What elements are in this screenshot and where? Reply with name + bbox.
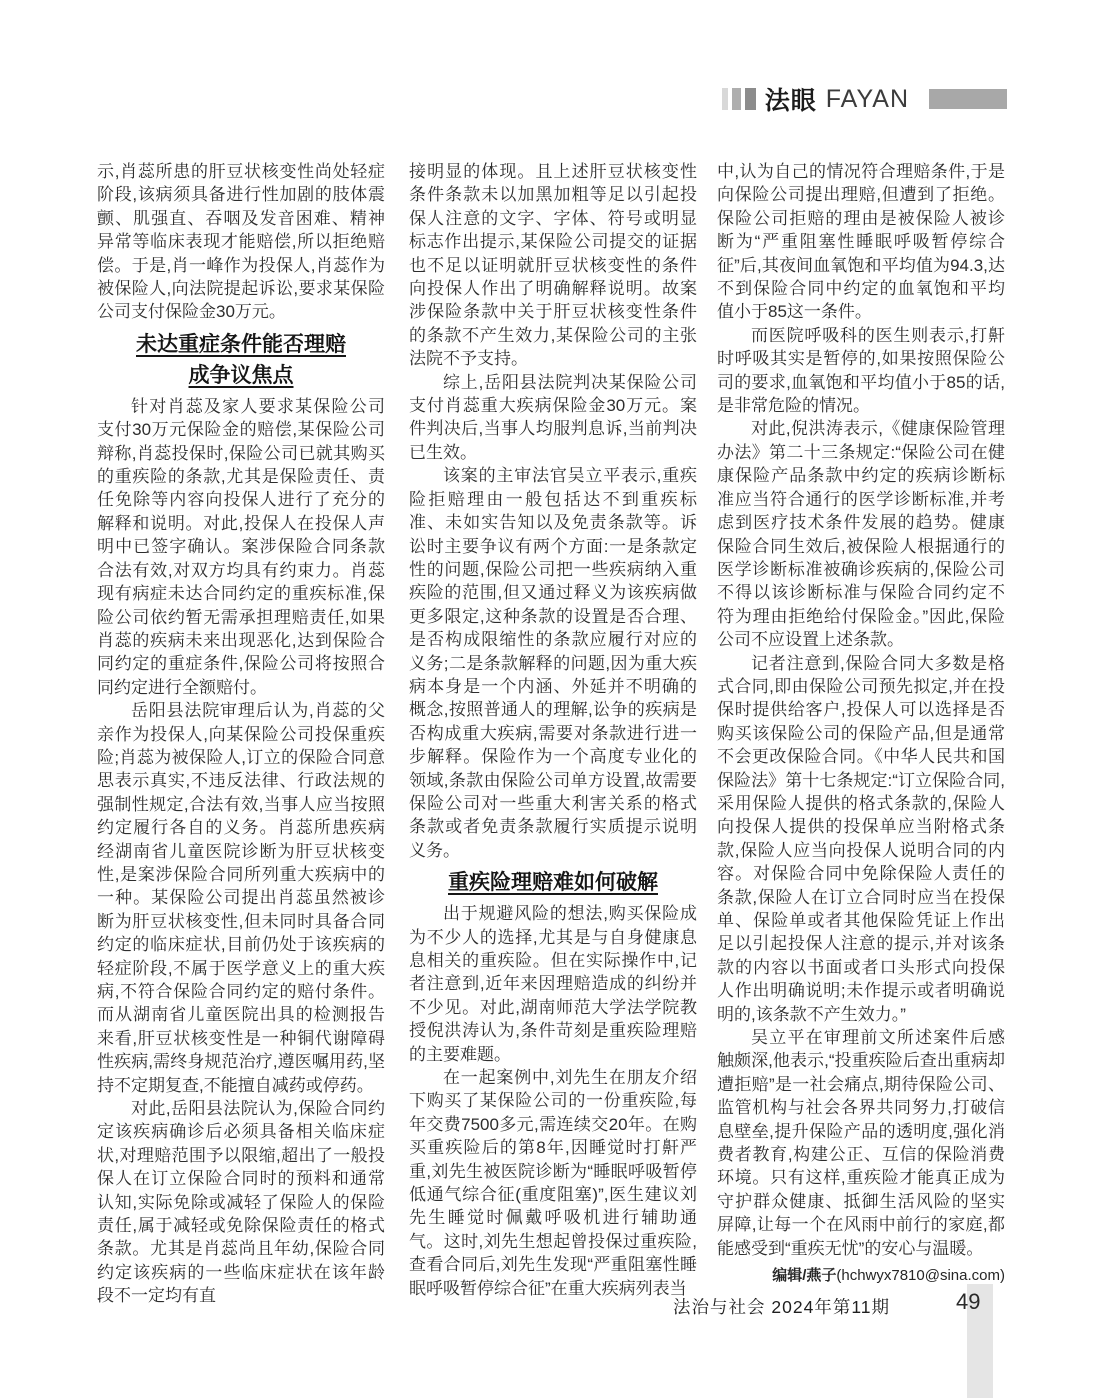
section-title-cn: 法眼: [764, 87, 817, 115]
article-column-3: [717, 160, 1005, 1288]
editor-name: 编辑/燕子: [772, 1267, 837, 1285]
accent-bar-icon: [722, 88, 728, 110]
paragraph: 出于规避风险的想法,购买保险成为不少人的选择,尤其是与自身健康息息相关的重疾险。但在实际操作中,记者注意到,近年来因理赔造成的纠纷并不少见。对此,湖南师范大学法学院教授倪洪涛认为,条件苛刻是重疾险理赔的主要难题。: [409, 904, 697, 1064]
paragraph: 综上,岳阳县法院判决某保险公司支付肖蕊重大疾病保险金30万元。案件判决后,当事人均服判息诉,当前判决已生效。: [409, 372, 697, 462]
heading-line: 未达重症条件能否理赔: [136, 332, 346, 356]
paragraph: 在一起案例中,刘先生在朋友介绍下购买了某保险公司的一份重疾险,每年交费7500多元,需连续交20年。在购买重疾险后的第8年,因睡觉时打鼾严重,刘先生被医院诊断为“睡眠呼吸暂停低通气综合征(重度阻塞)”,医生建议刘先生睡觉时佩戴呼吸机进行辅助通气。这时,刘先生想起曾投保过重疾险,查看合同后,刘先生发现“严重阻塞性睡眠呼吸暂停综合征”在重大疾病列表当: [409, 1068, 697, 1298]
editor-email: (hchwyx7810@sina.com): [836, 1267, 1005, 1285]
header-rule-bar: [929, 89, 1007, 109]
paragraph: 中,认为自己的情况符合理赔条件,于是向保险公司提出理赔,但遭到了拒绝。保险公司拒赔的理由是被保险人被诊断为“严重阻塞性睡眠呼吸暂停综合征”后,其夜间血氧饱和平均值为94.3,达不到保险合同中约定的血氧饱和平均值小于85这一条件。: [717, 162, 1005, 322]
article-column-1: [97, 160, 385, 1308]
paragraph: 岳阳县法院审理后认为,肖蕊的父亲作为投保人,向某保险公司投保重疾险;肖蕊为被保险人,订立的保险合同意思表示真实,不违反法律、行政法规的强制性规定,合法有效,当事人应当按照约定履行各自的义务。肖蕊所患疾病经湖南省儿童医院诊断为肝豆状核变性,是案涉保险合同所列重大疾病中的一种。某保险公司提出肖蕊虽然被诊断为肝豆状核变性,但未同时具备合同约定的临床症状,目前仍处于该疾病的轻症阶段,不属于医学意义上的重大疾病,不符合保险合同约定的赔付条件。而从湖南省儿童医院出具的检测报告来看,肝豆状核变性是一种铜代谢障碍性疾病,需终身规范治疗,遵医嘱用药,坚持不定期复查,不能擅自减药或停药。: [97, 701, 385, 1095]
paragraph: 该案的主审法官吴立平表示,重疾险拒赔理由一般包括达不到重疾标准、未如实告知以及免责条款等。诉讼时主要争议有两个方面:一是条款定性的问题,保险公司把一些疾病纳入重疾险的范围,但又通过释义为该疾病做更多限定,这种条款的设置是否合理、是否构成限缩性的条款应履行对应的义务;二是条款解释的问题,因为重大疾病本身是一个内涵、外延并不明确的概念,按照普通人的理解,讼争的疾病是否构成重大疾病,需要对条款进行进一步解释。保险作为一个高度专业化的领域,条款由保险公司单方设置,故需要保险公司对一些重大利害关系的格式条款或者免责条款履行实质提示说明义务。: [409, 466, 697, 860]
article-column-2: [409, 160, 697, 1300]
paragraph: 对此,岳阳县法院认为,保险合同约定该疾病确诊后必须具备相关临床症状,对理赔范围予以限缩,超出了一般投保人在订立保险合同时的预料和通常认知,实际免除或减轻了保险人的保险责任,属于减轻或免除保险责任的格式条款。尤其是肖蕊尚且年幼,保险合同约定该疾病的一些临床症状在该年龄段不一定均有直: [97, 1099, 385, 1306]
paragraph: 接明显的体现。且上述肝豆状核变性条件条款未以加黑加粗等足以引起投保人注意的文字、字体、符号或明显标志作出提示,某保险公司提交的证据也不足以证明就肝豆状核变性的条件向投保人作出了明确解释说明。故案涉保险条款中关于肝豆状核变性条件的条款不产生效力,某保险公司的主张法院不予支持。: [409, 162, 697, 369]
heading-line: 重疾险理赔难如何破解: [448, 871, 658, 895]
accent-bar-icon: [745, 88, 756, 110]
section-heading: [409, 867, 697, 898]
paragraph: 而医院呼吸科的医生则表示,打鼾时呼吸其实是暂停的,如果按照保险公司的要求,血氧饱和平均值小于85的话,是非常危险的情况。: [717, 325, 1005, 416]
editor-credit: [717, 1264, 1005, 1287]
page-number: 49: [956, 1289, 981, 1314]
section-heading: [97, 329, 385, 391]
paragraph: 记者注意到,保险合同大多数是格式合同,即由保险公司预先拟定,并在投保时提供给客户,投保人可以选择是否购买该保险公司的保险产品,但是通常不会更改保险合同。《中华人民共和国保险法》第十七条规定:“订立保险合同,采用保险人提供的格式条款的,保险人向投保人提供的投保单应当附格式条款,保险人应当向投保人说明合同的内容。对保险合同中免除保险人责任的条款,保险人在订立合同时应当在投保单、保险单或者其他保险凭证上作出足以引起投保人注意的提示,并对该条款的内容以书面或者口头形式向投保人作出明确说明;未作提示或者明确说明的,该条款不产生效力。”: [717, 653, 1005, 1024]
footer-journal-line: [673, 1294, 890, 1319]
paragraph: 吴立平在审理前文所述案件后感触颇深,他表示,“投重疾险后查出重病却遭拒赔”是一社会痛点,期待保险公司、监管机构与社会各界共同努力,打破信息壁垒,提升保险产品的透明度,强化消费者教育,构建公正、互信的保险消费环境。只有这样,重疾险才能真正成为守护群众健康、抵御生活风险的坚实屏障,让每一个在风雨中前行的家庭,都能感受到“重疾无忧”的安心与温暖。: [717, 1028, 1005, 1258]
section-masthead: [722, 84, 1007, 114]
journal-title: 法治与社会: [673, 1297, 766, 1317]
heading-line: 成争议焦点: [188, 363, 294, 387]
paragraph: 对此,倪洪涛表示,《健康保险管理办法》第二十三条规定:“保险公司在健康保险产品条款中约定的疾病诊断标准应当符合通行的医学诊断标准,并考虑到医疗技术条件发展的趋势。健康保险合同生效后,被保险人根据通行的医学诊断标准被确诊疾病的,保险公司不得以该诊断标准与保险合同约定不符为理由拒绝给付保险金。”因此,保险公司不应设置上述条款。: [717, 419, 1005, 650]
journal-issue: 2024年第11期: [771, 1297, 890, 1317]
section-title-en: FAYAN: [825, 84, 909, 113]
accent-bar-icon: [732, 88, 741, 110]
paragraph: 针对肖蕊及家人要求某保险公司支付30万元保险金的赔偿,某保险公司辩称,肖蕊投保时,保险公司已就其购买的重疾险的条款,尤其是保险责任、责任免除等内容向投保人进行了充分的解释和说明。对此,投保人在投保人声明中已签字确认。案涉保险合同条款合法有效,对双方均具有约束力。肖蕊现有病症未达合同约定的重疾标准,保险公司依约暂无需承担理赔责任,如果肖蕊的疾病未来出现恶化,达到保险合同约定的重症条件,保险公司将按照合同约定进行全额赔付。: [97, 396, 385, 697]
paragraph: 示,肖蕊所患的肝豆状核变性尚处轻症阶段,该病须具备进行性加剧的肢体震颤、肌强直、吞咽及发音困难、精神异常等临床表现才能赔偿,所以拒绝赔偿。于是,肖一峰作为投保人,肖蕊作为被保险人,向法院提起诉讼,要求某保险公司支付保险金30万元。: [97, 162, 385, 322]
